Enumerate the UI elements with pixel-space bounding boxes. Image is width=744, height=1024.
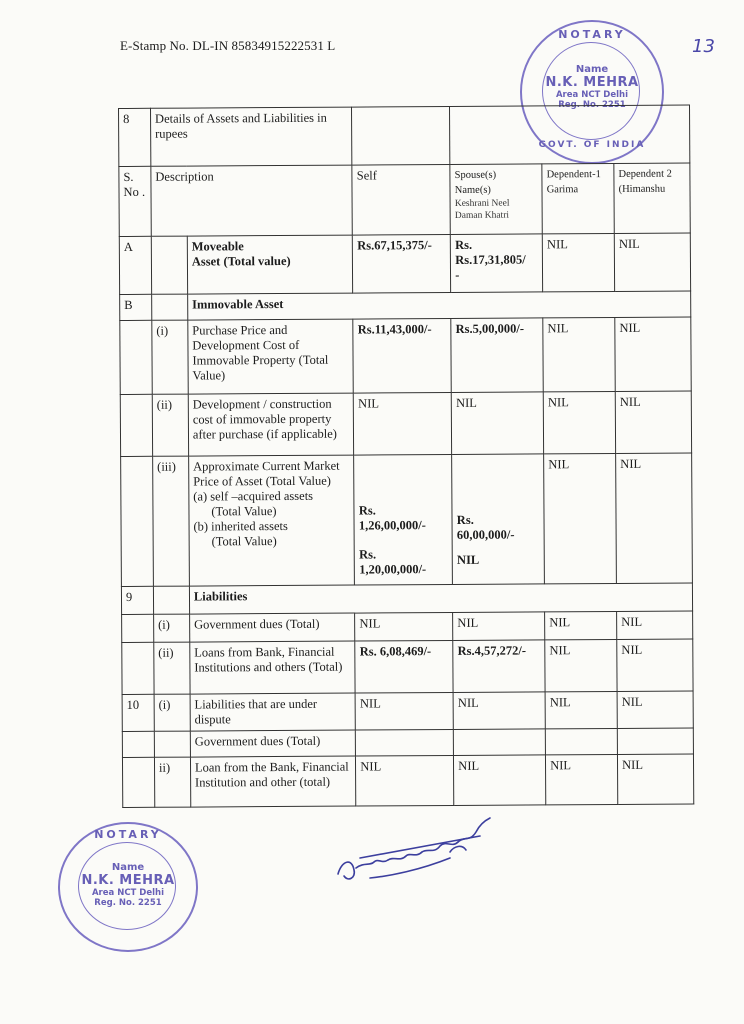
row-b-iii-spouse [452,454,545,585]
row-a-dep1: NIL [542,233,614,291]
row-b-iii-spouse-b: NIL [456,552,480,567]
row-a-label-line1: Moveable [191,239,244,254]
section-8-title: Details of Assets and Liabilities in rupees [150,107,352,166]
row-b-ii-dep1: NIL [543,391,615,453]
row-a-label [187,235,353,294]
seal-bottom-name-label: Name [111,862,145,873]
header-sno: S. No . [119,166,151,236]
seal-reg: Reg. No. 2251 [558,100,626,110]
row-b-i-spouse: Rs.5,00,000/- [451,318,543,393]
row-b-ii-desc: Development / construction cost of immovable property after purchase (if applicable) [188,393,354,456]
row-10-i [122,691,693,731]
row-b-iii-self-b-prefix: Rs. [359,547,377,562]
row-b-iii-spouse-a-amount: 60,00,000/- [456,527,515,542]
row-9-i-spouse: NIL [453,612,545,641]
row-9-ii-dep1: NIL [545,639,617,691]
row-b-iii-self-b-amount: 1,20,00,000/- [359,562,427,577]
header-row [119,163,690,236]
seal-bottom-reg: Reg. No. 2251 [94,898,162,908]
section-9-sno: 9 [121,586,153,614]
row-b-label: Immovable Asset [188,291,691,320]
section-8-sno: 8 [119,108,151,166]
header-description: Description [151,165,353,236]
row-b-iii-desc-main: Approximate Current Market Price of Asset (Total Value) [193,458,340,489]
page-number: 13 [692,36,715,57]
row-9-i-self: NIL [355,612,453,641]
row-b-i-dep1: NIL [543,317,615,391]
row-b-iii-dep1: NIL [544,453,617,583]
seal-area: Area NCT Delhi [555,90,629,100]
seal-bottom-area: Area NCT Delhi [91,888,165,898]
section-9-label: Liabilities [189,583,692,614]
header-dependent-1 [542,163,614,233]
row-10-ii [122,754,693,807]
row-b-i-sub: (i) [152,320,188,394]
seal-name: N.K. MEHRA [545,75,639,90]
row-a-label-line2: Asset (Total value) [191,253,291,269]
header-dep2-line2: (Himanshu [618,183,666,195]
row-10-i-self: NIL [355,692,453,730]
header-dep1-line1: Dependent-1 [546,169,601,181]
header-spouse-line1: Spouse(s) [454,169,497,181]
row-9-ii-self: Rs. 6,08,469/- [355,640,453,693]
row-9-i-sub: (i) [154,614,190,642]
row-9-ii [122,639,693,694]
row-10-i-dep2: NIL [617,691,693,728]
row-b-iii-desc-a-total: (Total Value) [211,504,277,519]
row-b-i-desc: Purchase Price and Development Cost of Immovable Property (Total Value) [188,319,354,394]
row-b-iii-spouse-a-prefix: Rs. [456,512,474,527]
row-b-iii-self-a-amount: 1,26,00,000/- [358,518,426,533]
spouse-name-line2: Daman Khatri [454,210,510,221]
row-b-iii-desc-a: (a) self –acquired assets [193,488,314,504]
row-b-iii [121,453,693,586]
row-10-sno: 10 [122,694,154,731]
row-b-i-self: Rs.11,43,000/- [353,318,451,393]
row-9-i [122,611,693,642]
row-b-sno: B [120,294,152,320]
header-spouse [450,164,542,235]
header-spouse-line2: Name(s) [454,184,491,196]
row-b-immovable [120,291,691,320]
estamp-number: E-Stamp No. DL-IN 85834915222531 L [120,38,336,53]
seal-name-label: Name [575,64,609,75]
row-a-dep2: NIL [614,233,690,291]
row-10-i-desc: Liabilities that are under dispute [190,693,356,731]
row-9-ii-desc: Loans from Bank, Financial Institutions and others (Total) [190,641,356,694]
row-10-ii-dep1: NIL [546,754,618,804]
row-b-iii-desc [189,455,355,586]
row-10-i-dep1: NIL [545,691,617,728]
row-b-iii-desc-b-total: (Total Value) [211,534,277,549]
signature [330,812,500,892]
row-10-i-spouse: NIL [453,692,545,730]
seal-bottom-ring-top: NOTARY [94,828,162,841]
row-b-iii-sub: (iii) [153,456,190,586]
row-9-i-dep1: NIL [545,611,617,639]
row-9-ii-spouse: Rs.4,57,272/- [453,640,545,693]
row-10-ii-self: NIL [356,755,454,806]
row-a-moveable [119,233,690,294]
row-9-ii-dep2: NIL [617,639,693,691]
header-dependent-2 [614,163,690,233]
notary-seal-bottom [58,822,198,952]
section-8-row [119,105,690,166]
row-9-ii-sub: (ii) [154,642,190,694]
row-10-i-sub: (i) [154,694,190,731]
row-10-ii-spouse: NIL [454,755,546,806]
row-b-ii-self: NIL [354,392,452,455]
header-dep1-line2: Garima [546,184,579,196]
row-a-self: Rs.67,15,375/- [353,234,451,293]
row-a-spouse-line2: Rs.17,31,805/ [455,252,526,267]
row-a-sno: A [119,236,151,294]
row-9-i-desc: Government dues (Total) [189,613,355,642]
row-10-ii-desc: Loan from the Bank, Financial Institution and other (total) [190,756,356,807]
row-10-gov-desc: Government dues (Total) [190,730,356,757]
row-b-iii-desc-b: (b) inherited assets [193,518,288,534]
row-b-i [120,317,691,394]
row-b-ii [120,391,691,456]
row-b-ii-spouse: NIL [451,392,543,455]
row-b-iii-self [354,454,453,585]
row-a-spouse-line3: - [455,267,460,282]
row-10-ii-sub: ii) [154,757,190,807]
row-b-iii-dep2: NIL [616,453,693,583]
header-self: Self [352,164,450,235]
seal-ring-bottom: GOVT. OF INDIA [538,140,646,150]
section-9-row [121,583,692,614]
spouse-name-line1: Keshrani Neel [454,198,510,209]
assets-liabilities-table [118,105,694,808]
row-9-i-dep2: NIL [617,611,693,639]
row-b-ii-sub: (ii) [152,394,188,456]
header-dep2-line1: Dependent 2 [618,168,672,180]
row-10-gov [122,728,693,757]
row-10-ii-dep2: NIL [618,754,694,804]
seal-ring-top: NOTARY [558,28,626,41]
seal-bottom-name: N.K. MEHRA [81,873,175,888]
row-b-iii-self-a-prefix: Rs. [358,503,376,518]
row-a-spouse-line1: Rs. [455,237,473,252]
row-b-ii-dep2: NIL [615,391,691,453]
row-a-spouse [451,234,543,293]
row-b-i-dep2: NIL [615,317,691,391]
